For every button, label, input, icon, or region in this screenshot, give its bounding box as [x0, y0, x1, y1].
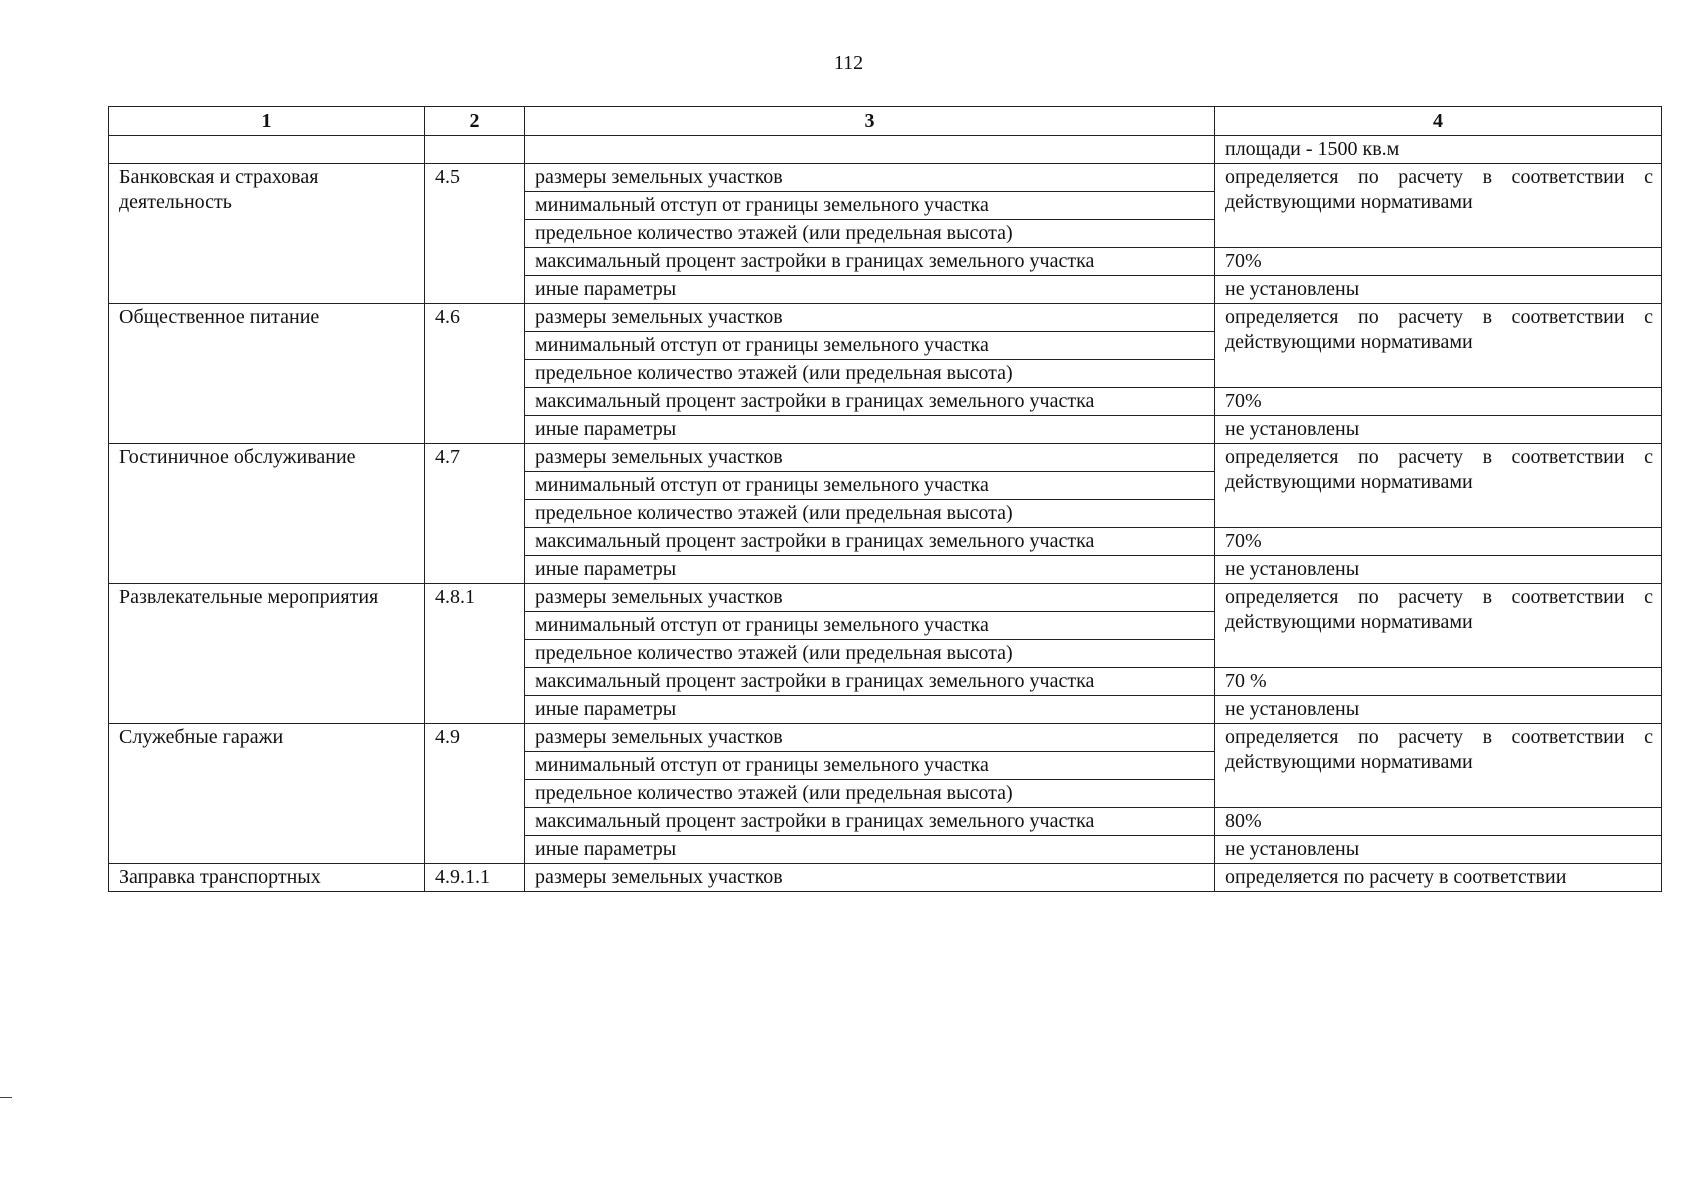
param-size: размеры земельных участков	[525, 584, 1215, 612]
param-other: иные параметры	[525, 696, 1215, 724]
param-value-not-set: не установлены	[1215, 556, 1662, 584]
param-floors: предельное количество этажей (или предельная высота)	[525, 500, 1215, 528]
margin-mark	[0, 1097, 12, 1098]
use-type-code: 4.5	[425, 164, 525, 304]
header-col-1: 1	[109, 107, 425, 136]
param-percent: максимальный процент застройки в границах земельного участка	[525, 668, 1215, 696]
param-size: размеры земельных участков	[525, 444, 1215, 472]
param-value-percent: 80%	[1215, 808, 1662, 836]
param-percent: максимальный процент застройки в границах земельного участка	[525, 248, 1215, 276]
use-type-code: 4.6	[425, 304, 525, 444]
param-value-normative: определяется по расчету в соответствии с действующими нормативами	[1215, 584, 1662, 668]
use-type-name: Банковская и страховая деятельность	[109, 164, 425, 304]
param-value-percent: 70%	[1215, 248, 1662, 276]
param-size: размеры земельных участков	[525, 164, 1215, 192]
param-value-percent: 70%	[1215, 528, 1662, 556]
param-floors: предельное количество этажей (или предельная высота)	[525, 220, 1215, 248]
param-value-not-set: не установлены	[1215, 276, 1662, 304]
param-size: размеры земельных участков	[525, 724, 1215, 752]
param-floors: предельное количество этажей (или предельная высота)	[525, 780, 1215, 808]
header-col-4: 4	[1215, 107, 1662, 136]
param-floors: предельное количество этажей (или предельная высота)	[525, 360, 1215, 388]
param-size: размеры земельных участков	[525, 864, 1215, 892]
use-type-name: Общественное питание	[109, 304, 425, 444]
header-col-3: 3	[525, 107, 1215, 136]
use-type-code: 4.7	[425, 444, 525, 584]
use-type-name: Служебные гаражи	[109, 724, 425, 864]
param-value-normative: определяется по расчету в соответствии с действующими нормативами	[1215, 444, 1662, 528]
param-offset: минимальный отступ от границы земельного участка	[525, 332, 1215, 360]
use-type-name: Заправка транспортных	[109, 864, 425, 892]
table-row	[109, 304, 1662, 332]
empty-cell	[525, 136, 1215, 164]
param-offset: минимальный отступ от границы земельного участка	[525, 472, 1215, 500]
param-value-not-set: не установлены	[1215, 696, 1662, 724]
param-other: иные параметры	[525, 836, 1215, 864]
param-offset: минимальный отступ от границы земельного участка	[525, 192, 1215, 220]
param-size: размеры земельных участков	[525, 304, 1215, 332]
header-col-2: 2	[425, 107, 525, 136]
use-type-code: 4.9	[425, 724, 525, 864]
use-type-code: 4.8.1	[425, 584, 525, 724]
param-value-percent: 70%	[1215, 388, 1662, 416]
use-type-name: Гостиничное обслуживание	[109, 444, 425, 584]
table-row	[109, 724, 1662, 752]
empty-cell	[109, 136, 425, 164]
param-percent: максимальный процент застройки в границах земельного участка	[525, 528, 1215, 556]
param-floors: предельное количество этажей (или предельная высота)	[525, 640, 1215, 668]
page-number: 112	[833, 52, 864, 74]
use-type-code: 4.9.1.1	[425, 864, 525, 892]
param-other: иные параметры	[525, 416, 1215, 444]
param-value-normative: определяется по расчету в соответствии с действующими нормативами	[1215, 304, 1662, 388]
param-other: иные параметры	[525, 276, 1215, 304]
table-row	[109, 164, 1662, 192]
continuation-row	[109, 136, 1662, 164]
continuation-value: площади - 1500 кв.м	[1215, 136, 1662, 164]
param-value-normative-partial: определяется по расчету в соответствии	[1215, 864, 1662, 892]
param-offset: минимальный отступ от границы земельного участка	[525, 612, 1215, 640]
regulations-table	[108, 106, 1662, 892]
header-row	[109, 107, 1662, 136]
empty-cell	[425, 136, 525, 164]
param-value-normative: определяется по расчету в соответствии с действующими нормативами	[1215, 164, 1662, 248]
param-percent: максимальный процент застройки в границах земельного участка	[525, 808, 1215, 836]
table-row	[109, 584, 1662, 612]
param-value-normative: определяется по расчету в соответствии с действующими нормативами	[1215, 724, 1662, 808]
table-row	[109, 444, 1662, 472]
param-percent: максимальный процент застройки в границах земельного участка	[525, 388, 1215, 416]
param-value-not-set: не установлены	[1215, 836, 1662, 864]
table-row	[109, 864, 1662, 892]
use-type-name: Развлекательные мероприятия	[109, 584, 425, 724]
param-value-percent: 70 %	[1215, 668, 1662, 696]
param-value-not-set: не установлены	[1215, 416, 1662, 444]
param-other: иные параметры	[525, 556, 1215, 584]
param-offset: минимальный отступ от границы земельного участка	[525, 752, 1215, 780]
